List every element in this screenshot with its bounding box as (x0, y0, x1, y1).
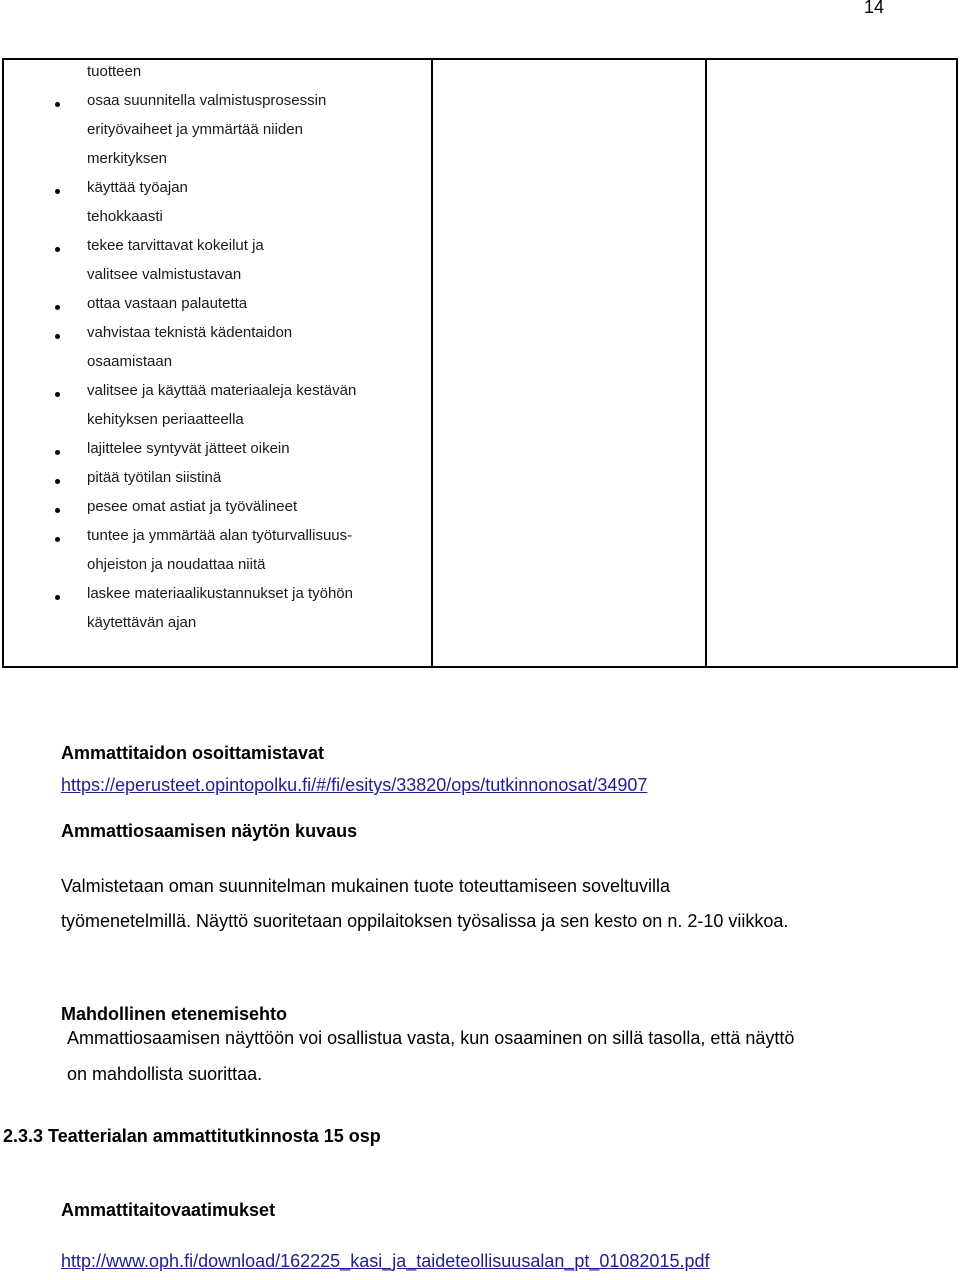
criteria-text: lajittelee syntyvät jätteet oikein (87, 440, 290, 457)
criteria-text: ottaa vastaan palautetta (87, 295, 248, 312)
criteria-line (4, 524, 431, 553)
criteria-line (4, 89, 431, 118)
criteria-line (4, 321, 431, 350)
bullet-icon (55, 334, 60, 339)
progression-heading: Mahdollinen etenemisehto (61, 1004, 288, 1024)
criteria-line (4, 379, 431, 408)
criteria-text: osaamistaan (87, 353, 173, 370)
bullet-icon (55, 247, 60, 252)
demo-description-heading: Ammattiosaamisen näytön kuvaus (61, 821, 358, 841)
criteria-line (4, 292, 431, 321)
progression-line-2: on mahdollista suorittaa. (67, 1064, 263, 1084)
criteria-list (4, 60, 431, 640)
bullet-icon (55, 479, 60, 484)
demo-description-line-1: Valmistetaan oman suunnitelman mukainen tuote toteuttamiseen soveltuvilla (61, 876, 671, 896)
bullet-icon (55, 102, 60, 107)
criteria-line (4, 582, 431, 611)
criteria-text: pitää työtilan siistinä (87, 469, 222, 486)
bullet-icon (55, 392, 60, 397)
criteria-text: laskee materiaalikustannukset ja työhön (87, 585, 353, 602)
criteria-line (4, 263, 431, 292)
oph-pdf-link[interactable]: http://www.oph.fi/download/162225_kasi_ja_taideteollisuusalan_pt_01082015.pdf (61, 1251, 710, 1271)
criteria-cell (3, 59, 432, 667)
criteria-text: pesee omat astiat ja työvälineet (87, 498, 298, 515)
demo-description-line-2: työmenetelmillä. Näyttö suoritetaan oppilaitoksen työsalissa ja sen kesto on n. 2-10 viikkoa. (61, 911, 789, 931)
criteria-text: käytettävän ajan (87, 614, 197, 631)
criteria-text: tuotteen (87, 63, 142, 80)
criteria-text: valitsee valmistustavan (87, 266, 242, 283)
bullet-icon (55, 595, 60, 600)
criteria-line (4, 495, 431, 524)
criteria-text: käyttää työajan (87, 179, 188, 196)
criteria-text: erityövaiheet ja ymmärtää niiden (87, 121, 303, 138)
criteria-line (4, 118, 431, 147)
chapter-title: 2.3.3 Teatterialan ammattitutkinnosta 15 osp (3, 1126, 381, 1146)
criteria-text: kehityksen periaatteella (87, 411, 244, 428)
criteria-text: merkityksen (87, 150, 168, 167)
criteria-text: valitsee ja käyttää materiaaleja kestävän (87, 382, 357, 399)
empty-cell-2 (432, 59, 706, 667)
criteria-table (2, 58, 958, 668)
criteria-text: tekee tarvittavat kokeilut ja (87, 237, 264, 254)
bullet-icon (55, 450, 60, 455)
criteria-text: vahvistaa teknistä kädentaidon (87, 324, 293, 341)
criteria-line (4, 408, 431, 437)
criteria-line (4, 176, 431, 205)
bullet-icon (55, 537, 60, 542)
criteria-line (4, 205, 431, 234)
criteria-line (4, 437, 431, 466)
criteria-text: ohjeiston ja noudattaa niitä (87, 556, 266, 573)
progression-line-1: Ammattiosaamisen näyttöön voi osallistua vasta, kun osaaminen on sillä tasolla, että näyttö (67, 1028, 795, 1048)
criteria-line (4, 234, 431, 263)
bullet-icon (55, 508, 60, 513)
page-number: 14 (863, 0, 884, 17)
criteria-line (4, 350, 431, 379)
criteria-line (4, 553, 431, 582)
criteria-line (4, 611, 431, 640)
eperusteet-link[interactable]: https://eperusteet.opintopolku.fi/#/fi/esitys/33820/ops/tutkinnonosat/34907 (61, 775, 648, 795)
criteria-line (4, 147, 431, 176)
criteria-text: tuntee ja ymmärtää alan työturvallisuus- (87, 527, 353, 544)
demo-methods-heading: Ammattitaidon osoittamistavat (61, 743, 325, 763)
bullet-icon (55, 189, 60, 194)
criteria-text: osaa suunnitella valmistusprosessin (87, 92, 327, 109)
criteria-line (4, 60, 431, 89)
criteria-text: tehokkaasti (87, 208, 163, 225)
criteria-line (4, 466, 431, 495)
requirements-heading: Ammattitaitovaatimukset (61, 1200, 276, 1220)
bullet-icon (55, 305, 60, 310)
empty-cell-3 (706, 59, 957, 667)
